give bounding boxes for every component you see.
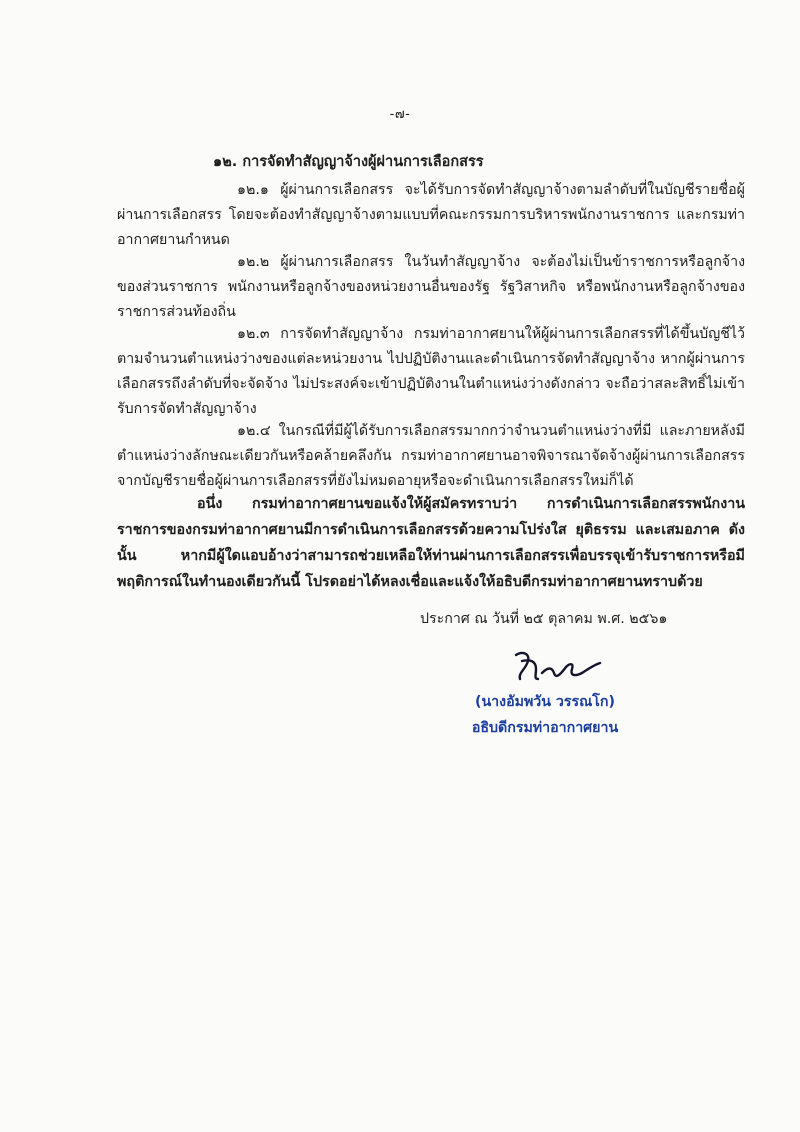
paragraph-12-4: ๑๒.๔ ในกรณีที่มีผู้ได้รับการเลือกสรรมากกว่าจำนวนตำแหน่งว่างที่มี และภายหลังมีตำแหน่งว่างลักษณะเดียวกันหรือคล้ายคลึงกัน กรมท่าอากาศยานอาจพิจารณาจัดจ้างผู้ผ่านการเลือกสรรจากบัญชีรายชื่อผู้ผ่านการเลือกสรรที่ยังไม่หมดอายุหรือจะดำเนินการเลือกสรรใหม่ก็ได้ [117, 423, 745, 489]
signer-block [450, 689, 640, 741]
signer-title: อธิบดีกรมท่าอากาศยาน [471, 720, 619, 736]
notice-paragraph: อนึ่ง กรมท่าอากาศยานขอแจ้งให้ผู้สมัครทราบว่า การดำเนินการเลือกสรรพนักงานราชการของกรมท่าอากาศยานมีการดำเนินการเลือกสรรด้วยความโปร่งใส ยุติธรรม และเสมอภาค ดังนั้น หากมีผู้ใดแอบอ้างว่าสามารถช่วยเหลือให้ท่านผ่านการเลือกสรรเพื่อบรรจุเข้ารับราชการหรือมีพฤติการณ์ในทำนองเดียวกันนี้ โปรดอย่าได้หลงเชื่อและแจ้งให้อธิบดีกรมท่าอากาศยานทราบด้วย [117, 496, 745, 590]
paragraph-12-1: ๑๒.๑ ผู้ผ่านการเลือกสรร จะได้รับการจัดทำสัญญาจ้างตามลำดับที่ในบัญชีรายชื่อผู้ผ่านการเลือกสรร โดยจะต้องทำสัญญาจ้างตามแบบที่คณะกรรมการบริหารพนักงานราชการ และกรมท่าอากาศยานกำหนด [117, 182, 745, 248]
handwritten-signature [508, 645, 618, 685]
paragraph-12-2: ๑๒.๒ ผู้ผ่านการเลือกสรร ในวันทำสัญญาจ้าง จะต้องไม่เป็นข้าราชการหรือลูกจ้างของส่วนราชการ พนักงานหรือลูกจ้างของหน่วยงานอื่นของรัฐ รัฐวิสาหกิจ หรือพนักงานหรือลูกจ้างของราชการส่วนท้องถิ่น [117, 254, 745, 320]
paragraph-12-3: ๑๒.๓ การจัดทำสัญญาจ้าง กรมท่าอากาศยานให้ผู้ผ่านการเลือกสรรที่ได้ขึ้นบัญชีไว้ตามจำนวนตำแหน่งว่างของแต่ละหน่วยงาน ไปปฏิบัติงานและดำเนินการจัดทำสัญญาจ้าง หากผู้ผ่านการเลือกสรรถึงลำดับที่จะจัดจ้าง ไม่ประสงค์จะเข้าปฏิบัติงานในตำแหน่งว่างดังกล่าว จะถือว่าสละสิทธิ์ไม่เข้ารับการจัดทำสัญญาจ้าง [117, 326, 745, 417]
section-heading: ๑๒. การจัดทำสัญญาจ้างผู้ผ่านการเลือกสรร [213, 154, 484, 170]
page-number: -๗- [389, 107, 411, 122]
announcement-date: ประกาศ ณ วันที่ ๒๕ ตุลาคม พ.ศ. ๒๕๖๑ [420, 611, 668, 627]
signer-name: (นางอัมพวัน วรรณโก) [475, 694, 615, 710]
